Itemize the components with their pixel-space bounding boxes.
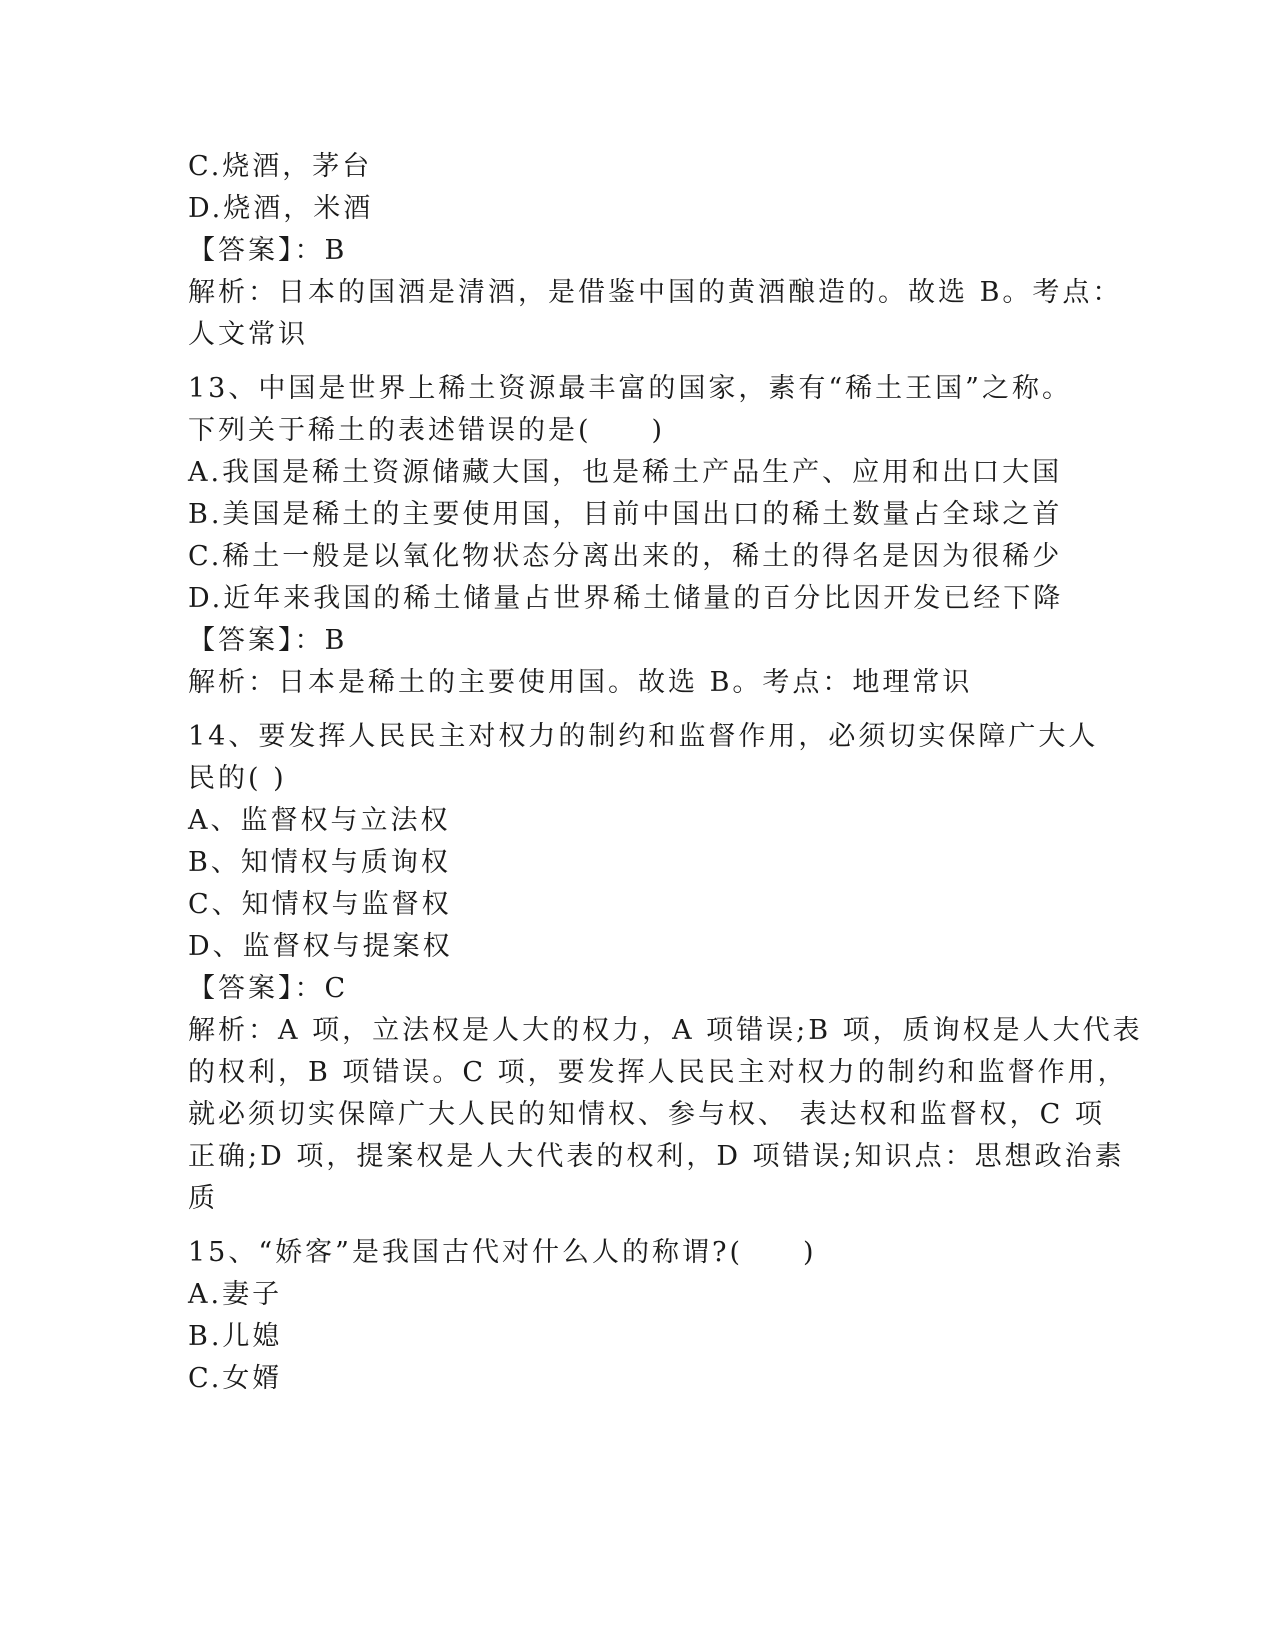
analysis-line: 质 [188,1183,218,1214]
option-d: D、监督权与提案权 [188,931,453,962]
analysis-line: 解析：日本是稀土的主要使用国。故选 B。考点：地理常识 [188,667,973,698]
option-c: C.女婿 [188,1363,283,1394]
option-b: B.儿媳 [188,1321,283,1352]
analysis-line: 解析：日本的国酒是清酒，是借鉴中国的黄酒酿造的。故选 B。考点： [188,277,1123,308]
question-12-tail [188,146,1123,356]
analysis-line: 解析：A 项，立法权是人大的权力，A 项错误;B 项，质询权是人大代表 [188,1015,1143,1046]
option-d: D.烧酒，米酒 [188,193,374,224]
question-stem: 13、中国是世界上稀土资源最丰富的国家，素有“稀土王国”之称。 [188,373,1072,404]
document-page [188,146,1143,1400]
answer: 【答案】：B [188,625,348,656]
analysis-line: 人文常识 [188,319,308,350]
option-c: C.烧酒，茅台 [188,151,373,182]
answer: 【答案】：C [188,973,349,1004]
analysis-line: 就必须切实保障广大人民的知情权、参与权、 表达权和监督权，C 项 [188,1099,1105,1130]
question-14 [188,716,1143,1220]
option-d: D.近年来我国的稀土储量占世界稀土储量的百分比因开发已经下降 [188,583,1064,614]
option-a: A.我国是稀土资源储藏大国，也是稀土产品生产、应用和出口大国 [188,457,1063,488]
option-c: C、知情权与监督权 [188,889,452,920]
question-13 [188,368,1088,704]
option-c: C.稀土一般是以氧化物状态分离出来的，稀土的得名是因为很稀少 [188,541,1063,572]
analysis-line: 的权利，B 项错误。C 项，要发挥人民民主对权力的制约和监督作用， [188,1057,1128,1088]
question-stem: 15、“娇客”是我国古代对什么人的称谓?( ) [188,1237,817,1268]
question-stem: 下列关于稀土的表述错误的是( ) [188,415,666,446]
option-a: A.妻子 [188,1279,283,1310]
option-b: B.美国是稀土的主要使用国，目前中国出口的稀土数量占全球之首 [188,499,1063,530]
option-b: B、知情权与质询权 [188,847,451,878]
answer: 【答案】：B [188,235,348,266]
option-a: A、监督权与立法权 [188,805,451,836]
question-stem: 14、要发挥人民民主对权力的制约和监督作用，必须切实保障广大人 [188,721,1099,752]
question-15 [188,1232,1088,1400]
question-stem: 民的( ) [188,763,287,794]
analysis-line: 正确;D 项，提案权是人大代表的权利，D 项错误;知识点：思想政治素 [188,1141,1125,1172]
